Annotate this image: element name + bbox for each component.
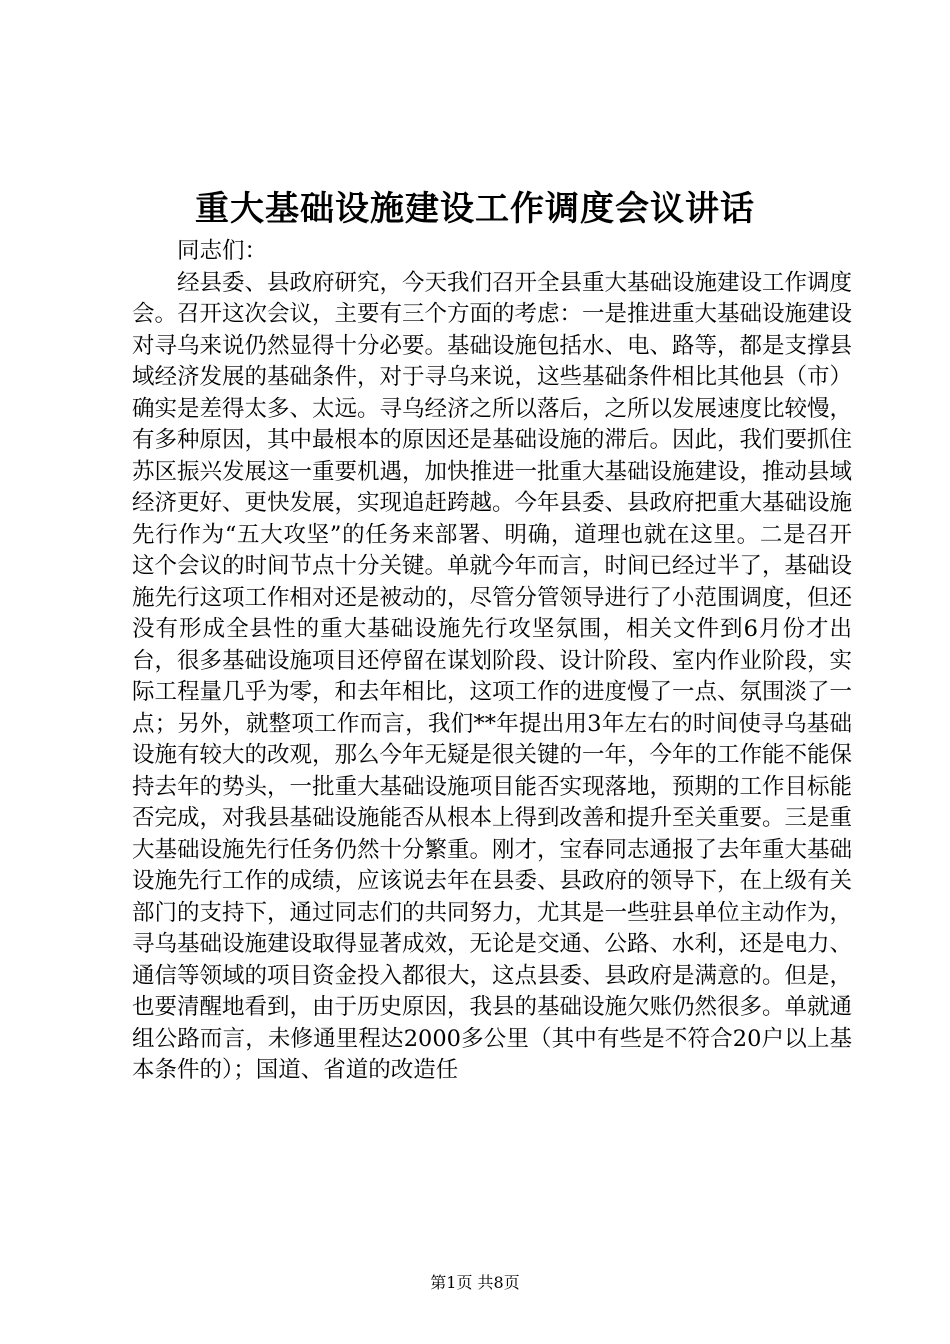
document-body	[132, 236, 852, 1087]
salutation: 同志们：	[177, 238, 268, 264]
body-paragraph: 经县委、县政府研究，今天我们召开全县重大基础设施建设工作调度会。召开这次会议，主要有三个方面的考虑：一是推进重大基础设施建设对寻乌来说仍然显得十分必要。基础设施包括水、电、路等，都是支撑县域经济发展的基础条件，对于寻乌来说，这些基础条件相比其他县（市）确实是差得太多、太远。寻乌经济之所以落后，之所以发展速度比较慢，有多种原因，其中最根本的原因还是基础设施的滞后。因此，我们要抓住苏区振兴发展这一重要机遇，加快推进一批重大基础设施建设，推动县域经济更好、更快发展，实现追赶跨越。今年县委、县政府把重大基础设施先行作为“五大攻坚”的任务来部署、明确，道理也就在这里。二是召开这个会议的时间节点十分关键。单就今年而言，时间已经过半了，基础设施先行这项工作相对还是被动的，尽管分管领导进行了小范围调度，但还没有形成全县性的重大基础设施先行攻坚氛围，相关文件到6月份才出台，很多基础设施项目还停留在谋划阶段、设计阶段、室内作业阶段，实际工程量几乎为零，和去年相比，这项工作的进度慢了一点、氛围淡了一点；另外，就整项工作而言，我们**年提出用3年左右的时间使寻乌基础设施有较大的改观，那么今年无疑是很关键的一年，今年的工作能不能保持去年的势头，一批重大基础设施项目能否实现落地，预期的工作目标能否完成，对我县基础设施能否从根本上得到改善和提升至关重要。三是重大基础设施先行任务仍然十分繁重。刚才，宝春同志通报了去年重大基础设施先行工作的成绩，应该说去年在县委、县政府的领导下，在上级有关部门的支持下，通过同志们的共同努力，尤其是一些驻县单位主动作为，寻乌基础设施建设取得显著成效，无论是交通、公路、水利，还是电力、通信等领域的项目资金投入都很大，这点县委、县政府是满意的。但是，也要清醒地看到，由于历史原因，我县的基础设施欠账仍然很多。单就通组公路而言，未修通里程达2000多公里（其中有些是不符合20户以上基本条件的）；国道、省道的改造任	[132, 269, 853, 1083]
page-indicator: 第1页 共8页	[430, 1273, 520, 1292]
document-title: 重大基础设施建设工作调度会议讲话	[195, 189, 755, 229]
